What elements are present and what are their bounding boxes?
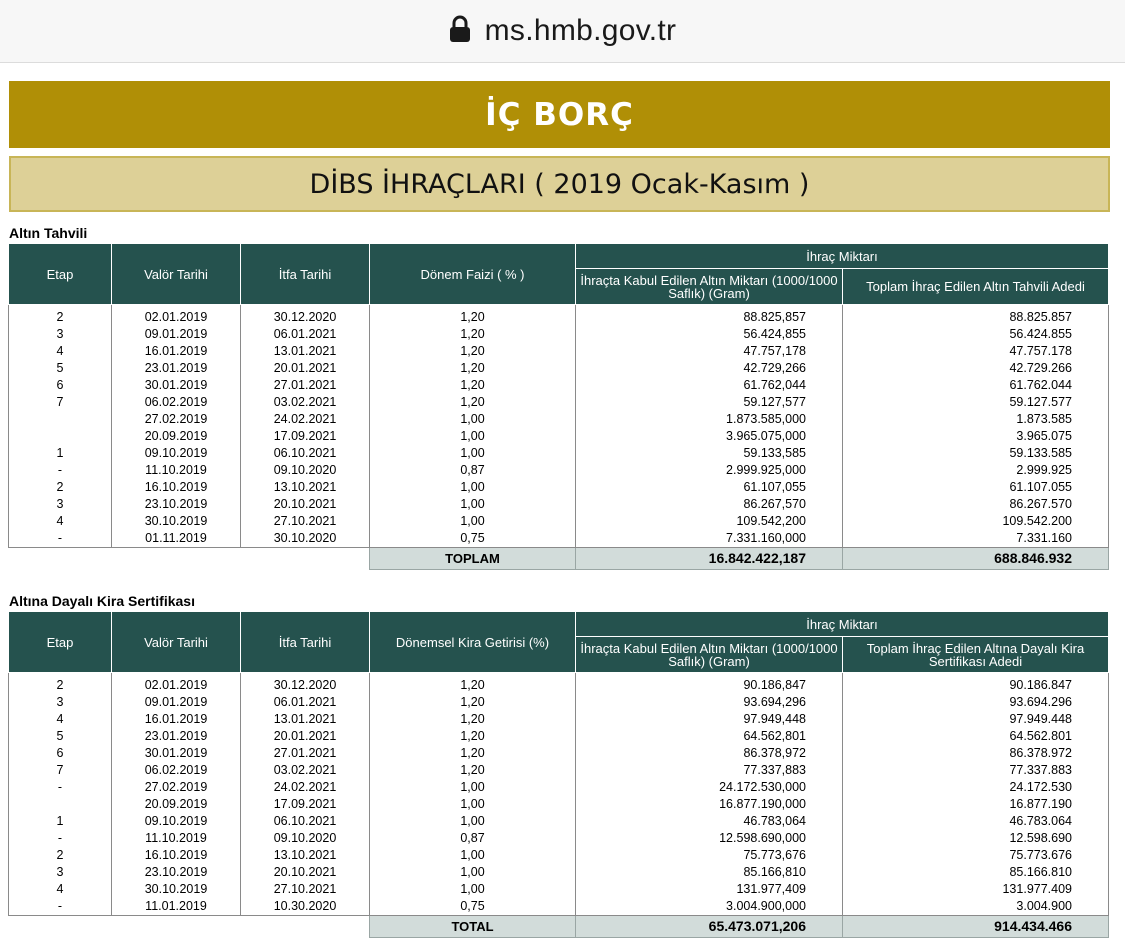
toplam-adet-cell: 93.694.296 (843, 694, 1109, 711)
valor-tarihi-cell: 16.01.2019 (112, 343, 241, 360)
table-row (9, 462, 1109, 479)
etap-cell: 4 (9, 711, 112, 728)
faiz-cell: 1,20 (370, 728, 576, 745)
toplam-adet-cell: 7.331.160 (843, 530, 1109, 548)
valor-tarihi-cell: 11.10.2019 (112, 830, 241, 847)
valor-tarihi-cell: 20.09.2019 (112, 796, 241, 813)
etap-cell: 3 (9, 326, 112, 343)
itfa-tarihi-cell: 13.10.2021 (241, 847, 370, 864)
kabul-miktari-cell: 42.729,266 (576, 360, 843, 377)
url-text[interactable]: ms.hmb.gov.tr (484, 14, 677, 47)
table-row (9, 360, 1109, 377)
table-row (9, 762, 1109, 779)
itfa-tarihi-cell: 13.01.2021 (241, 343, 370, 360)
faiz-cell: 1,00 (370, 864, 576, 881)
toplam-adet-cell: 88.825.857 (843, 309, 1109, 326)
faiz-cell: 1,20 (370, 360, 576, 377)
toplam-adet-cell: 61.762.044 (843, 377, 1109, 394)
section-title-kira-sertifikasi: Altına Dayalı Kira Sertifikası (9, 593, 195, 609)
etap-cell: 7 (9, 394, 112, 411)
table-row (9, 779, 1109, 796)
page-subtitle-bar (9, 156, 1110, 212)
kabul-miktari-cell: 109.542,200 (576, 513, 843, 530)
valor-tarihi-cell: 09.01.2019 (112, 694, 241, 711)
valor-tarihi-cell: 23.10.2019 (112, 864, 241, 881)
valor-tarihi-cell: 06.02.2019 (112, 762, 241, 779)
valor-tarihi-cell: 16.01.2019 (112, 711, 241, 728)
kabul-miktari-cell: 93.694,296 (576, 694, 843, 711)
total-toplam-value: 914.434.466 (843, 916, 1109, 938)
itfa-tarihi-cell: 20.01.2021 (241, 360, 370, 377)
toplam-adet-cell: 2.999.925 (843, 462, 1109, 479)
section-title-altin-tahvili: Altın Tahvili (9, 225, 88, 241)
etap-cell: 3 (9, 694, 112, 711)
itfa-tarihi-cell: 30.10.2020 (241, 530, 370, 548)
etap-cell: 2 (9, 309, 112, 326)
faiz-cell: 0,75 (370, 530, 576, 548)
kabul-miktari-cell: 2.999.925,000 (576, 462, 843, 479)
valor-tarihi-cell: 30.01.2019 (112, 377, 241, 394)
faiz-cell: 1,20 (370, 377, 576, 394)
etap-cell (9, 428, 112, 445)
toplam-adet-cell: 77.337.883 (843, 762, 1109, 779)
kabul-miktari-cell: 61.762,044 (576, 377, 843, 394)
toplam-adet-cell: 1.873.585 (843, 411, 1109, 428)
header-kabul-edilen-altin: İhraçta Kabul Edilen Altın Miktarı (1000/1000 Saflık) (Gram) (576, 269, 843, 305)
kabul-miktari-cell: 61.107,055 (576, 479, 843, 496)
itfa-tarihi-cell: 27.01.2021 (241, 377, 370, 394)
table-row (9, 496, 1109, 513)
itfa-tarihi-cell: 27.01.2021 (241, 745, 370, 762)
etap-cell: 5 (9, 360, 112, 377)
toplam-adet-cell: 3.004.900 (843, 898, 1109, 916)
altin-tahvili-table (8, 243, 1109, 570)
itfa-tarihi-cell: 24.02.2021 (241, 779, 370, 796)
toplam-adet-cell: 75.773.676 (843, 847, 1109, 864)
itfa-tarihi-cell: 06.01.2021 (241, 326, 370, 343)
itfa-tarihi-cell: 30.12.2020 (241, 677, 370, 694)
itfa-tarihi-cell: 27.10.2021 (241, 513, 370, 530)
toplam-adet-cell: 47.757.178 (843, 343, 1109, 360)
kabul-miktari-cell: 97.949,448 (576, 711, 843, 728)
table-row (9, 377, 1109, 394)
etap-cell: 6 (9, 745, 112, 762)
etap-cell: 5 (9, 728, 112, 745)
table-row (9, 479, 1109, 496)
toplam-adet-cell: 97.949.448 (843, 711, 1109, 728)
valor-tarihi-cell: 27.02.2019 (112, 411, 241, 428)
toplam-adet-cell: 56.424.855 (843, 326, 1109, 343)
valor-tarihi-cell: 11.01.2019 (112, 898, 241, 916)
faiz-cell: 1,00 (370, 513, 576, 530)
etap-cell: 6 (9, 377, 112, 394)
valor-tarihi-cell: 06.02.2019 (112, 394, 241, 411)
table-row (9, 530, 1109, 548)
total-row (9, 916, 1109, 938)
faiz-cell: 1,00 (370, 779, 576, 796)
valor-tarihi-cell: 09.10.2019 (112, 445, 241, 462)
valor-tarihi-cell: 30.10.2019 (112, 513, 241, 530)
faiz-cell: 0,87 (370, 462, 576, 479)
kabul-miktari-cell: 12.598.690,000 (576, 830, 843, 847)
valor-tarihi-cell: 01.11.2019 (112, 530, 241, 548)
kabul-miktari-cell: 88.825,857 (576, 309, 843, 326)
etap-cell: - (9, 830, 112, 847)
etap-cell (9, 796, 112, 813)
header-ihrac-miktari: İhraç Miktarı (576, 244, 1109, 269)
faiz-cell: 0,75 (370, 898, 576, 916)
total-toplam-value: 688.846.932 (843, 548, 1109, 570)
toplam-adet-cell: 42.729.266 (843, 360, 1109, 377)
faiz-cell: 1,20 (370, 677, 576, 694)
lock-icon (449, 15, 471, 48)
valor-tarihi-cell: 23.10.2019 (112, 496, 241, 513)
toplam-adet-cell: 86.267.570 (843, 496, 1109, 513)
itfa-tarihi-cell: 09.10.2020 (241, 462, 370, 479)
toplam-adet-cell: 90.186.847 (843, 677, 1109, 694)
header-valor-tarihi: Valör Tarihi (112, 244, 241, 305)
valor-tarihi-cell: 16.10.2019 (112, 479, 241, 496)
itfa-tarihi-cell: 13.10.2021 (241, 479, 370, 496)
kabul-miktari-cell: 56.424,855 (576, 326, 843, 343)
etap-cell: 4 (9, 881, 112, 898)
etap-cell: - (9, 530, 112, 548)
total-label: TOTAL (370, 916, 576, 938)
etap-cell: 1 (9, 813, 112, 830)
kabul-miktari-cell: 75.773,676 (576, 847, 843, 864)
total-kabul-value: 16.842.422,187 (576, 548, 843, 570)
itfa-tarihi-cell: 06.10.2021 (241, 445, 370, 462)
table-row (9, 309, 1109, 326)
faiz-cell: 1,00 (370, 479, 576, 496)
table-body (9, 673, 1109, 916)
header-etap: Etap (9, 612, 112, 673)
valor-tarihi-cell: 23.01.2019 (112, 728, 241, 745)
itfa-tarihi-cell: 17.09.2021 (241, 796, 370, 813)
toplam-adet-cell: 109.542.200 (843, 513, 1109, 530)
kabul-miktari-cell: 47.757,178 (576, 343, 843, 360)
table-row (9, 813, 1109, 830)
etap-cell: 4 (9, 513, 112, 530)
valor-tarihi-cell: 09.10.2019 (112, 813, 241, 830)
faiz-cell: 1,00 (370, 496, 576, 513)
valor-tarihi-cell: 30.01.2019 (112, 745, 241, 762)
faiz-cell: 1,00 (370, 411, 576, 428)
itfa-tarihi-cell: 20.10.2021 (241, 864, 370, 881)
valor-tarihi-cell: 20.09.2019 (112, 428, 241, 445)
toplam-adet-cell: 46.783.064 (843, 813, 1109, 830)
valor-tarihi-cell: 16.10.2019 (112, 847, 241, 864)
faiz-cell: 1,00 (370, 428, 576, 445)
etap-cell: 2 (9, 677, 112, 694)
valor-tarihi-cell: 02.01.2019 (112, 309, 241, 326)
faiz-cell: 1,20 (370, 343, 576, 360)
faiz-cell: 1,00 (370, 796, 576, 813)
toplam-adet-cell: 131.977.409 (843, 881, 1109, 898)
itfa-tarihi-cell: 20.10.2021 (241, 496, 370, 513)
faiz-cell: 0,87 (370, 830, 576, 847)
header-kabul-edilen-altin: İhraçta Kabul Edilen Altın Miktarı (1000/1000 Saflık) (Gram) (576, 637, 843, 673)
toplam-adet-cell: 86.378.972 (843, 745, 1109, 762)
faiz-cell: 1,00 (370, 813, 576, 830)
table-row (9, 847, 1109, 864)
itfa-tarihi-cell: 20.01.2021 (241, 728, 370, 745)
faiz-cell: 1,00 (370, 847, 576, 864)
header-valor-tarihi: Valör Tarihi (112, 612, 241, 673)
itfa-tarihi-cell: 27.10.2021 (241, 881, 370, 898)
browser-address-bar[interactable] (0, 0, 1125, 63)
kabul-miktari-cell: 59.133,585 (576, 445, 843, 462)
kabul-miktari-cell: 1.873.585,000 (576, 411, 843, 428)
header-etap: Etap (9, 244, 112, 305)
kabul-miktari-cell: 90.186,847 (576, 677, 843, 694)
table-row (9, 343, 1109, 360)
table-row (9, 445, 1109, 462)
kabul-miktari-cell: 3.004.900,000 (576, 898, 843, 916)
faiz-cell: 1,00 (370, 881, 576, 898)
total-label: TOPLAM (370, 548, 576, 570)
itfa-tarihi-cell: 24.02.2021 (241, 411, 370, 428)
toplam-adet-cell: 3.965.075 (843, 428, 1109, 445)
itfa-tarihi-cell: 10.30.2020 (241, 898, 370, 916)
table-row (9, 677, 1109, 694)
itfa-tarihi-cell: 13.01.2021 (241, 711, 370, 728)
itfa-tarihi-cell: 06.01.2021 (241, 694, 370, 711)
faiz-cell: 1,20 (370, 394, 576, 411)
kabul-miktari-cell: 131.977,409 (576, 881, 843, 898)
table-body (9, 305, 1109, 548)
itfa-tarihi-cell: 06.10.2021 (241, 813, 370, 830)
kabul-miktari-cell: 3.965.075,000 (576, 428, 843, 445)
faiz-cell: 1,20 (370, 762, 576, 779)
table-row (9, 694, 1109, 711)
table-row (9, 745, 1109, 762)
table-row (9, 796, 1109, 813)
etap-cell: - (9, 779, 112, 796)
kabul-miktari-cell: 46.783,064 (576, 813, 843, 830)
kabul-miktari-cell: 16.877.190,000 (576, 796, 843, 813)
valor-tarihi-cell: 23.01.2019 (112, 360, 241, 377)
table-row (9, 830, 1109, 847)
kabul-miktari-cell: 24.172.530,000 (576, 779, 843, 796)
valor-tarihi-cell: 09.01.2019 (112, 326, 241, 343)
page-subtitle: DİBS İHRAÇLARI ( 2019 Ocak-Kasım ) (309, 168, 810, 200)
kabul-miktari-cell: 86.267,570 (576, 496, 843, 513)
kabul-miktari-cell: 59.127,577 (576, 394, 843, 411)
kabul-miktari-cell: 64.562,801 (576, 728, 843, 745)
toplam-adet-cell: 59.127.577 (843, 394, 1109, 411)
itfa-tarihi-cell: 03.02.2021 (241, 394, 370, 411)
kabul-miktari-cell: 85.166,810 (576, 864, 843, 881)
table-row (9, 711, 1109, 728)
table-row (9, 428, 1109, 445)
kabul-miktari-cell: 7.331.160,000 (576, 530, 843, 548)
faiz-cell: 1,00 (370, 445, 576, 462)
faiz-cell: 1,20 (370, 711, 576, 728)
itfa-tarihi-cell: 09.10.2020 (241, 830, 370, 847)
header-toplam-adet: Toplam İhraç Edilen Altına Dayalı Kira Sertifikası Adedi (843, 637, 1109, 673)
valor-tarihi-cell: 11.10.2019 (112, 462, 241, 479)
table-row (9, 864, 1109, 881)
header-donemsel-kira-getirisi: Dönemsel Kira Getirisi (%) (370, 612, 576, 673)
header-itfa-tarihi: İtfa Tarihi (241, 244, 370, 305)
toplam-adet-cell: 61.107.055 (843, 479, 1109, 496)
toplam-adet-cell: 85.166.810 (843, 864, 1109, 881)
itfa-tarihi-cell: 03.02.2021 (241, 762, 370, 779)
etap-cell: 3 (9, 496, 112, 513)
header-donem-faizi: Dönem Faizi ( % ) (370, 244, 576, 305)
itfa-tarihi-cell: 17.09.2021 (241, 428, 370, 445)
etap-cell (9, 411, 112, 428)
table-row (9, 326, 1109, 343)
page-banner (9, 81, 1110, 148)
valor-tarihi-cell: 02.01.2019 (112, 677, 241, 694)
toplam-adet-cell: 24.172.530 (843, 779, 1109, 796)
etap-cell: 7 (9, 762, 112, 779)
kira-sertifikasi-table (8, 611, 1109, 938)
etap-cell: 2 (9, 479, 112, 496)
itfa-tarihi-cell: 30.12.2020 (241, 309, 370, 326)
toplam-adet-cell: 59.133.585 (843, 445, 1109, 462)
kabul-miktari-cell: 86.378,972 (576, 745, 843, 762)
valor-tarihi-cell: 30.10.2019 (112, 881, 241, 898)
faiz-cell: 1,20 (370, 694, 576, 711)
faiz-cell: 1,20 (370, 326, 576, 343)
table-row (9, 513, 1109, 530)
faiz-cell: 1,20 (370, 745, 576, 762)
etap-cell: - (9, 898, 112, 916)
valor-tarihi-cell: 27.02.2019 (112, 779, 241, 796)
header-itfa-tarihi: İtfa Tarihi (241, 612, 370, 673)
kabul-miktari-cell: 77.337,883 (576, 762, 843, 779)
toplam-adet-cell: 64.562.801 (843, 728, 1109, 745)
header-toplam-adet: Toplam İhraç Edilen Altın Tahvili Adedi (843, 269, 1109, 305)
toplam-adet-cell: 16.877.190 (843, 796, 1109, 813)
etap-cell: - (9, 462, 112, 479)
total-kabul-value: 65.473.071,206 (576, 916, 843, 938)
table-row (9, 881, 1109, 898)
etap-cell: 1 (9, 445, 112, 462)
header-ihrac-miktari: İhraç Miktarı (576, 612, 1109, 637)
table-row (9, 898, 1109, 916)
table-row (9, 728, 1109, 745)
table-row (9, 394, 1109, 411)
toplam-adet-cell: 12.598.690 (843, 830, 1109, 847)
etap-cell: 4 (9, 343, 112, 360)
banner-title: İÇ BORÇ (485, 96, 634, 133)
etap-cell: 3 (9, 864, 112, 881)
total-row (9, 548, 1109, 570)
etap-cell: 2 (9, 847, 112, 864)
table-row (9, 411, 1109, 428)
faiz-cell: 1,20 (370, 309, 576, 326)
